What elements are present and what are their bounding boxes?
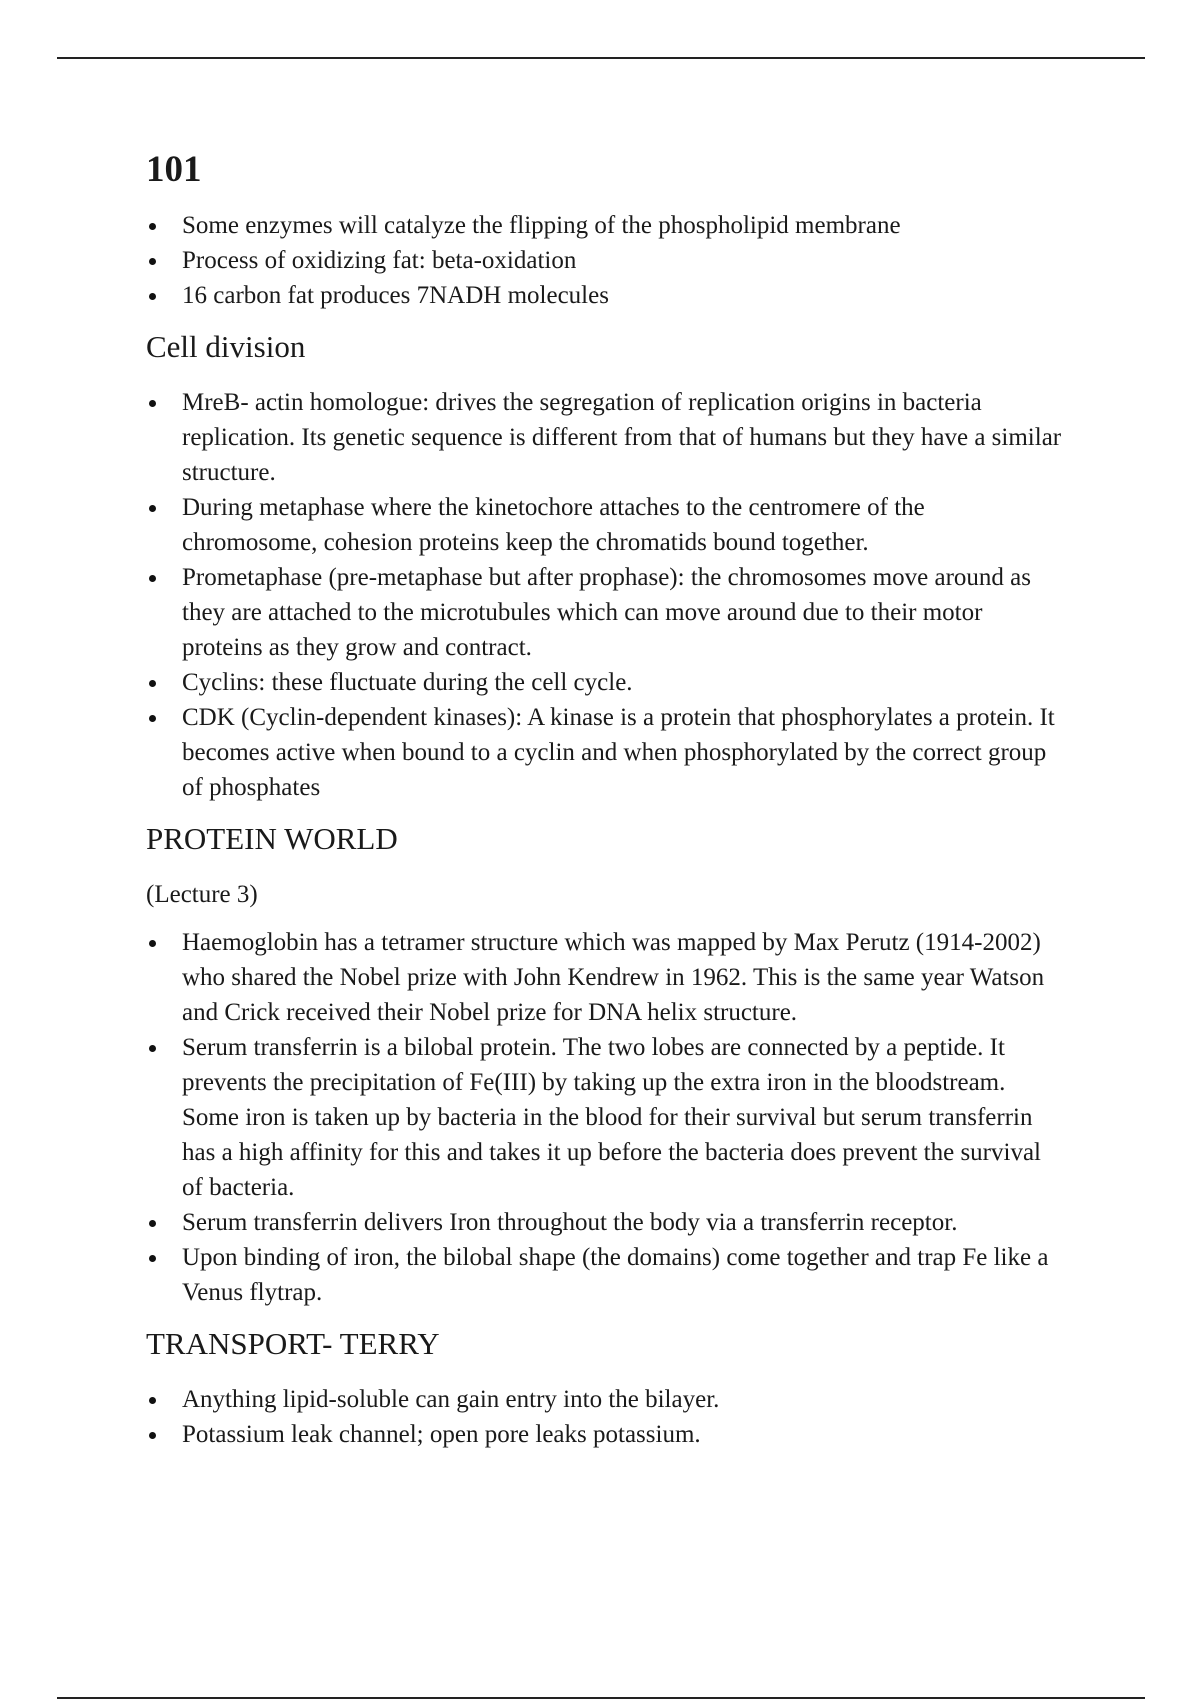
list-item-text: Process of oxidizing fat: beta-oxidation xyxy=(182,247,577,274)
list-item xyxy=(146,560,1066,665)
list-item xyxy=(146,1205,1066,1240)
bullet-icon xyxy=(149,1432,156,1439)
bullet-icon xyxy=(149,223,156,230)
list-item xyxy=(146,1240,1066,1310)
list-item xyxy=(146,1030,1066,1205)
bullet-icon xyxy=(149,575,156,582)
bullet-icon xyxy=(149,258,156,265)
list-item-text: Cyclins: these fluctuate during the cell cycle. xyxy=(182,669,633,696)
bullet-icon xyxy=(149,400,156,407)
list-item-text: 16 carbon fat produces 7NADH molecules xyxy=(182,282,609,309)
bullet-icon xyxy=(149,940,156,947)
section-heading-transport: TRANSPORT- TERRY xyxy=(146,1326,440,1361)
list-item xyxy=(146,700,1066,805)
list-item-text: Some enzymes will catalyze the flipping of the phospholipid membrane xyxy=(182,212,901,239)
section-heading-cell-division: Cell division xyxy=(146,329,306,364)
section-subheading: (Lecture 3) xyxy=(146,881,258,908)
list-item xyxy=(146,925,1066,1030)
list-item xyxy=(146,385,1066,490)
bullet-icon xyxy=(149,1045,156,1052)
bullet-icon xyxy=(149,1255,156,1262)
list-item-text: Prometaphase (pre-metaphase but after prophase): the chromosomes move around as they are attached to the microtubules which can move around due to their motor proteins as they grow and contract. xyxy=(182,564,1032,661)
list-item xyxy=(146,1417,1066,1452)
bullet-icon xyxy=(149,293,156,300)
list-item xyxy=(146,490,1066,560)
list-item-text: MreB- actin homologue: drives the segregation of replication origins in bacteria replication. Its genetic sequence is different from that of humans but they have a similar structure. xyxy=(182,389,1062,486)
list-item-text: Serum transferrin delivers Iron throughout the body via a transferrin receptor. xyxy=(182,1209,958,1236)
top-rule xyxy=(57,57,1145,59)
bullet-icon xyxy=(149,1220,156,1227)
list-item xyxy=(146,278,1066,313)
cell-division-list xyxy=(146,385,1066,805)
list-item xyxy=(146,208,1066,243)
page-content xyxy=(146,146,1066,1460)
bullet-icon xyxy=(149,715,156,722)
bottom-rule xyxy=(57,1697,1145,1699)
list-item xyxy=(146,665,1066,700)
transport-list xyxy=(146,1382,1066,1452)
list-item xyxy=(146,1382,1066,1417)
list-item-text: Potassium leak channel; open pore leaks potassium. xyxy=(182,1421,701,1448)
bullet-icon xyxy=(149,505,156,512)
list-item-text: During metaphase where the kinetochore attaches to the centromere of the chromosome, cohesion proteins keep the chromatids bound together. xyxy=(182,494,925,556)
bullet-icon xyxy=(149,1397,156,1404)
page-number: 101 xyxy=(146,149,202,190)
list-item-text: Serum transferrin is a bilobal protein. The two lobes are connected by a peptide. It prevents the precipitation of Fe(III) by taking up the extra iron in the bloodstream. Some iron is taken up by bacteria in the blood for their survival but serum transferrin has a high affinity for this and takes it up before the bacteria does prevent the survival of bacteria. xyxy=(182,1034,1041,1201)
intro-list xyxy=(146,208,1066,313)
list-item-text: Haemoglobin has a tetramer structure which was mapped by Max Perutz (1914-2002) who shared the Nobel prize with John Kendrew in 1962. This is the same year Watson and Crick received their Nobel prize for DNA helix structure. xyxy=(182,929,1045,1026)
list-item-text: Upon binding of iron, the bilobal shape (the domains) come together and trap Fe like a Venus flytrap. xyxy=(182,1244,1049,1306)
protein-world-list xyxy=(146,925,1066,1310)
list-item-text: Anything lipid-soluble can gain entry into the bilayer. xyxy=(182,1386,720,1413)
list-item xyxy=(146,243,1066,278)
section-heading-protein-world: PROTEIN WORLD xyxy=(146,821,398,856)
bullet-icon xyxy=(149,680,156,687)
list-item-text: CDK (Cyclin-dependent kinases): A kinase is a protein that phosphorylates a protein. It becomes active when bound to a cyclin and when phosphorylated by the correct group of phosphates xyxy=(182,704,1055,801)
